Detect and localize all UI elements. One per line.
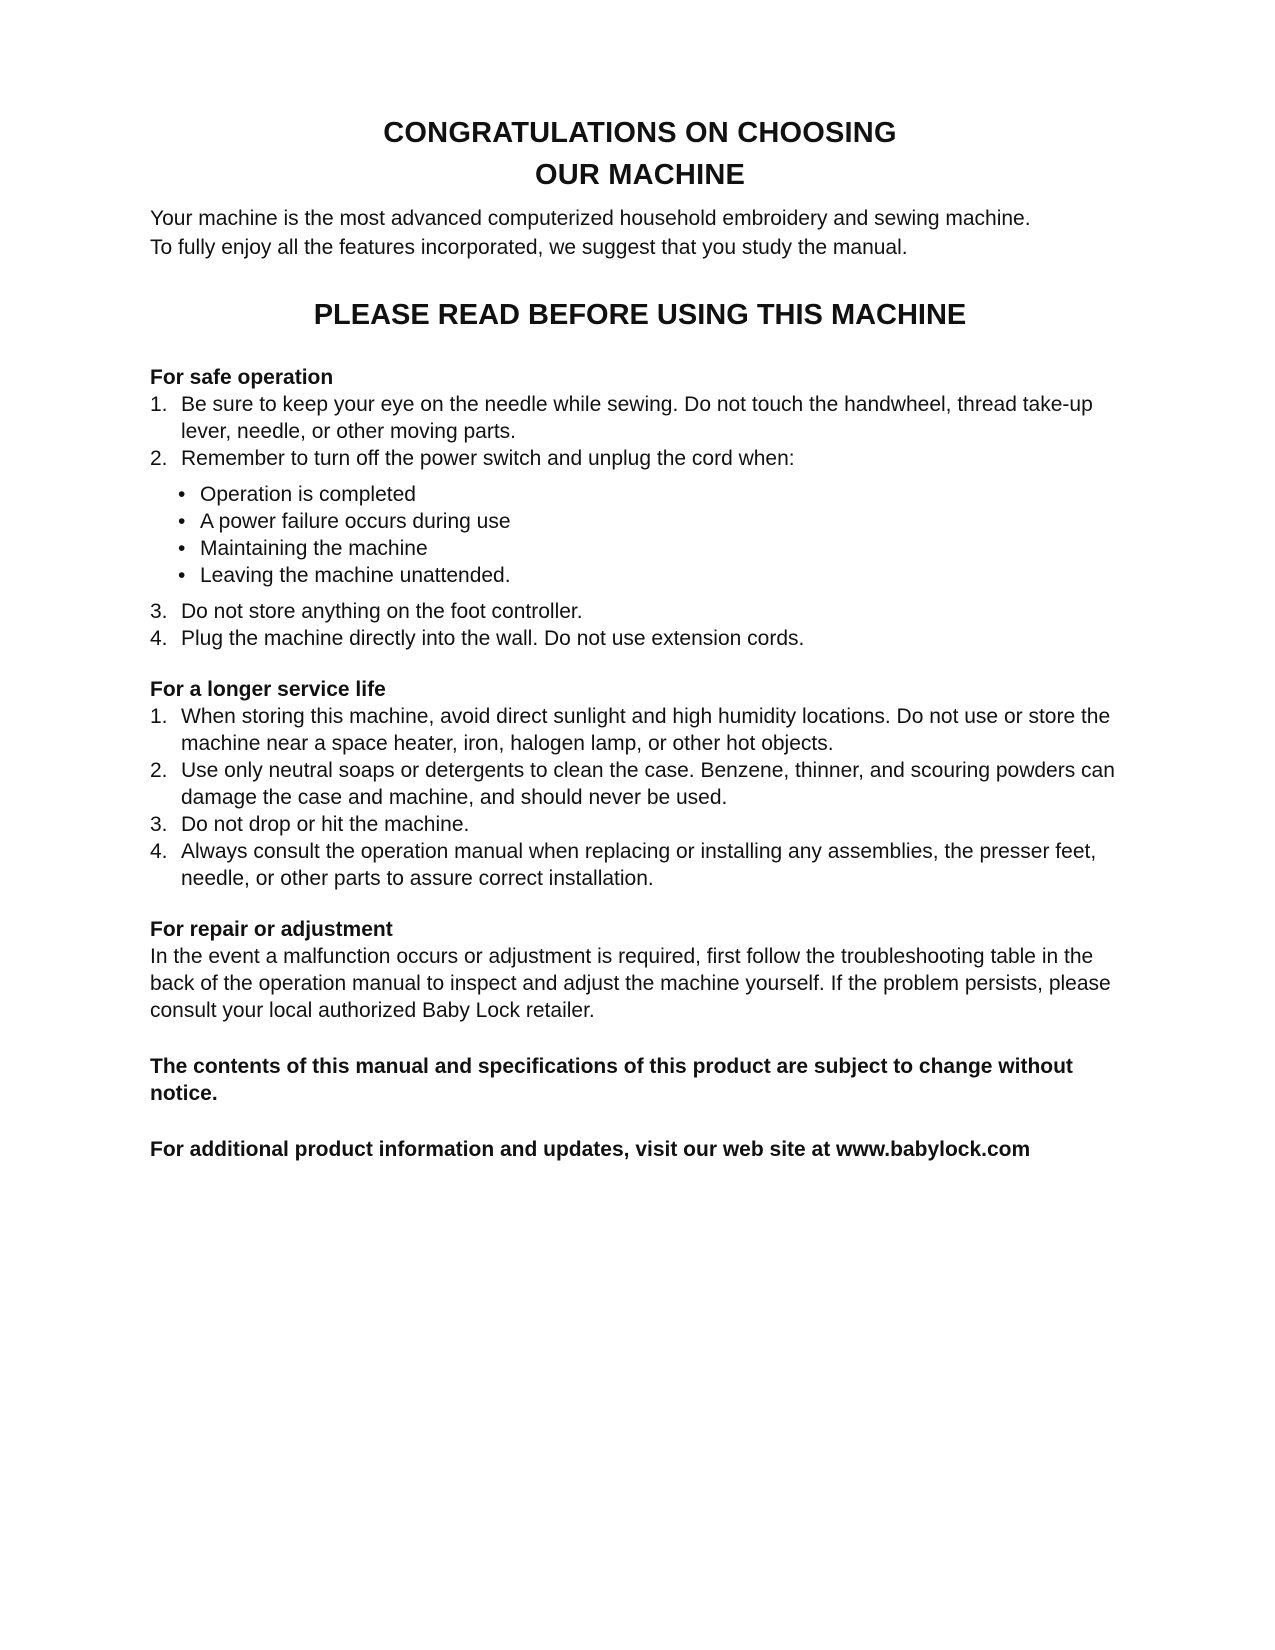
intro-line-2: To fully enjoy all the features incorporated, we suggest that you study the manual. [150, 236, 908, 259]
list-item [150, 757, 1130, 811]
bullet-item [178, 481, 1130, 508]
bullet-item [178, 535, 1130, 562]
intro-paragraph [150, 204, 1130, 262]
manual-page [150, 112, 1130, 1163]
list-text: Be sure to keep your eye on the needle while sewing. Do not touch the handwheel, thread take-up lever, needle, or other moving parts. [181, 393, 1093, 443]
service-life-list [150, 703, 1130, 892]
bullet-text: Leaving the machine unattended. [200, 564, 511, 587]
safe-operation-list [150, 391, 1130, 472]
bullet-icon: • [178, 537, 186, 560]
list-item [150, 625, 1130, 652]
list-item [150, 811, 1130, 838]
list-number: 3. [150, 600, 168, 623]
list-text: Use only neutral soaps or detergents to clean the case. Benzene, thinner, and scouring powders can damage the case and machine, and should never be used. [181, 759, 1115, 809]
list-text: Always consult the operation manual when replacing or installing any assemblies, the presser feet, needle, or other parts to assure correct installation. [181, 840, 1097, 890]
list-number: 4. [150, 627, 168, 650]
repair-paragraph: In the event a malfunction occurs or adjustment is required, first follow the troubleshooting table in the back of the operation manual to inspect and adjust the machine yourself. If the problem persists, please consult your local authorized Baby Lock retailer. [150, 945, 1111, 1022]
list-item [150, 838, 1130, 892]
safe-operation-list-continued [150, 598, 1130, 652]
safe-operation-section [150, 364, 1130, 652]
repair-section [150, 916, 1130, 1024]
unplug-conditions-list [150, 481, 1130, 589]
list-text: When storing this machine, avoid direct sunlight and high humidity locations. Do not use or store the machine near a space heater, iron, halogen lamp, or other hot objects. [181, 705, 1111, 755]
list-number: 1. [150, 393, 168, 416]
list-text: Do not drop or hit the machine. [181, 813, 470, 836]
website-notice: For additional product information and updates, visit our web site at www.babylock.com [150, 1138, 1031, 1161]
list-number: 3. [150, 813, 168, 836]
bullet-text: A power failure occurs during use [200, 510, 511, 533]
title-line-1: CONGRATULATIONS ON CHOOSING [383, 117, 897, 149]
list-number: 1. [150, 705, 168, 728]
list-number: 2. [150, 759, 168, 782]
intro-line-1: Your machine is the most advanced computerized household embroidery and sewing machine. [150, 207, 1031, 230]
repair-heading: For repair or adjustment [150, 918, 393, 941]
service-life-section [150, 676, 1130, 892]
list-number: 4. [150, 840, 168, 863]
list-text: Do not store anything on the foot controller. [181, 600, 583, 623]
bullet-icon: • [178, 483, 186, 506]
list-item [150, 391, 1130, 445]
bullet-icon: • [178, 564, 186, 587]
list-item [150, 445, 1130, 472]
title-line-2: OUR MACHINE [534, 159, 746, 191]
page-title [150, 112, 1130, 196]
list-number: 2. [150, 447, 168, 470]
list-text: Remember to turn off the power switch and unplug the cord when: [181, 447, 795, 470]
list-item [150, 703, 1130, 757]
service-life-heading: For a longer service life [150, 678, 386, 701]
change-notice: The contents of this manual and specifications of this product are subject to change without notice. [150, 1055, 1073, 1105]
safe-operation-heading: For safe operation [150, 366, 334, 389]
bullet-text: Maintaining the machine [200, 537, 428, 560]
bullet-text: Operation is completed [200, 483, 416, 506]
read-before-title: PLEASE READ BEFORE USING THIS MACHINE [313, 299, 967, 331]
bullet-icon: • [178, 510, 186, 533]
list-text: Plug the machine directly into the wall. Do not use extension cords. [181, 627, 805, 650]
list-item [150, 598, 1130, 625]
bullet-item [178, 562, 1130, 589]
bullet-item [178, 508, 1130, 535]
